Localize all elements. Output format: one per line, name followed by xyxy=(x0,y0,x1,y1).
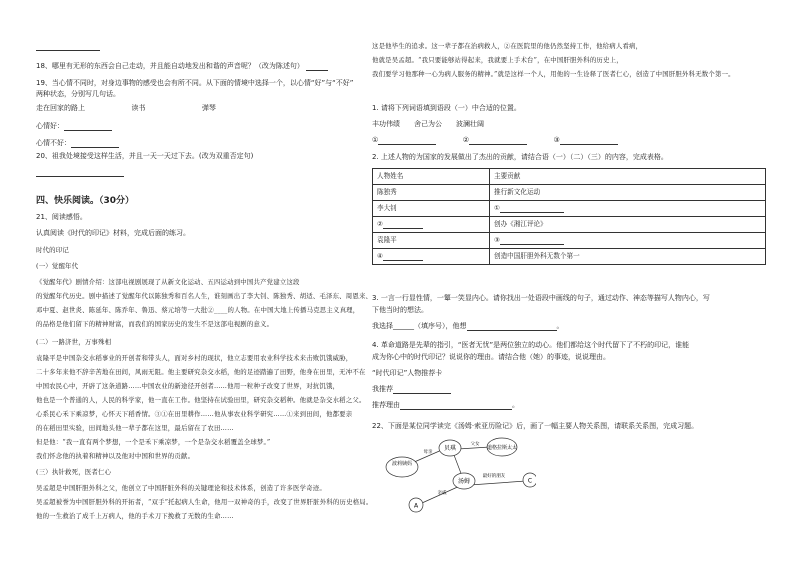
q4-recommend[interactable]: 我推荐 xyxy=(372,385,451,394)
character-relationship-diagram xyxy=(376,433,536,515)
q1-title: 1. 请将下列词语填到语段（一）中合适的位置。 xyxy=(372,104,521,112)
node-a-label: A xyxy=(413,502,419,510)
table-row: 李大钊 ① xyxy=(373,201,766,217)
link-becky-tom xyxy=(454,455,462,476)
section-4-title: 四、快乐阅读。（30分） xyxy=(36,196,135,206)
table-row: 袁隆平 ③ xyxy=(373,233,766,249)
article-continued: 他就是吴孟超。“我只要能够站得起来，我就要上手术台”，在中国肝胆外科的历史上， xyxy=(372,56,623,64)
option-read: 读书 xyxy=(131,104,146,112)
question-19-line1: 19、当心情不同时，对身边事物的感受也会有所不同。从下面的情境中选择一个，以心情“好”与“不好” xyxy=(36,79,354,87)
part3-line: 吴孟超是中国肝胆外科之父，他创立了中国肝脏外科的关键理论和技术体系，创造了许多医学奇迹。 xyxy=(36,484,326,492)
node-polly xyxy=(386,457,418,477)
top-answer-line[interactable] xyxy=(36,42,100,51)
part1-line: 邓中夏、赵世炎、陈延年、陈乔年、鲁迅、蔡元培等一大批②____的人物。在中国大地上传播马克思主义真理， xyxy=(36,306,360,314)
left-column xyxy=(36,0,376,562)
q2-title: 2. 上述人物的为国家的发展做出了杰出的贡献，请结合语（一）（二）（三）的内容，完成表格。 xyxy=(372,153,668,161)
q4-line1: 4. 革命道路是先辈的指引，“医者无忧”是两位独立的动心。他们都给这个时代留下了不朽的印记，谁能 xyxy=(372,341,690,349)
part2-line: 我们怀念他的执着和精神以及他对中国和世界的贡献。 xyxy=(36,452,195,460)
q4-line2: 成为你心中的时代印记？说说你的理由。请结合他（她）的事迹，说说理由。 xyxy=(372,353,610,361)
question-19-options xyxy=(36,104,216,113)
option-walk: 走在回家的路上 xyxy=(36,104,85,112)
part2-heading: (二）一路济世，万事殊相 xyxy=(36,338,112,346)
part3-heading: (三）执针救死，医者仁心 xyxy=(36,468,112,476)
link-label-best: 最好的朋友 xyxy=(482,474,506,479)
article-continued: 这是他毕生的追求。这一辈子都在治病救人，②在医院里的他仍然坚持工作，他给病人看病， xyxy=(372,42,643,50)
link-label-relative: 亲戚 xyxy=(437,491,447,496)
q4-card-title: “时代印记”人物推荐卡 xyxy=(372,369,443,377)
mood-bad[interactable]: 心情不好： xyxy=(36,139,119,148)
q4-reason[interactable]: 推荐理由 。 xyxy=(372,401,519,409)
part3-line: 吴孟超被誉为中国肝胆外科的开拓者，“双手”托起病人生命，他用一双神奇的手，改变了世界肝脏外科的历史格局。 xyxy=(36,498,373,506)
link-becky-douglas xyxy=(458,447,490,449)
right-column xyxy=(372,0,768,562)
q22-title: 22、下面是某位同学读完《汤姆·索亚历险记》后，画了一幅主要人物关系图，请联系关系图，完成习题。 xyxy=(372,422,699,430)
part2-line: 他也是一个普通的人，人民的科学家，他一直在工作。他坚持在试验田里，研究杂交稻种。他就是杂交水稻之父。 xyxy=(36,396,366,404)
part2-line: 心系民心禾下乘凉梦，心怀天下稻香情。③①在田里耕作……他从事农业科学研究……①来到田间，他都要亲 xyxy=(36,410,353,418)
q3-answer[interactable]: 我选择______（填序号），他想 。 xyxy=(372,322,564,330)
part2-line: 二十多年来他不辞辛苦地在田间，风雨无阻。他主要研究杂交水稻，他的足迹踏遍了田野，他身在田里，无冲不在 xyxy=(36,368,366,376)
q1-words: 丰功伟绩 舍己为公 波澜壮阔 xyxy=(372,120,484,128)
part1-heading: (一）觉醒年代 xyxy=(36,262,79,270)
link-label-parent: 父女 xyxy=(470,442,480,447)
part1-line: 的觉醒年代历史。剧中描述了觉醒年代以陈独秀和百名人生，谁刻画出了李大钊、陈独秀、胡适、毛泽东、周恩来、 xyxy=(36,292,373,300)
node-c-label: C xyxy=(527,477,533,485)
part2-line: 的在稻田里实验，田间地头他一辈子都在这里，最后留在了农田…… xyxy=(36,424,234,432)
question-21-intro: 认真阅读《时代的印记》材料，完成后面的练习。 xyxy=(36,229,190,237)
table-row: ④ 创造中国肝胆外科无数个第一 xyxy=(373,249,766,265)
question-21: 21、阅读感悟。 xyxy=(36,213,87,221)
node-becky-label: 贝琪 xyxy=(443,445,457,452)
table-row: 陈独秀 推行新文化运动 xyxy=(373,185,766,201)
article-continued: 我们要学习他那种一心为病人服务的精神。”就是这样一个人，用他的一生诠释了医者仁心，创造了中国肝胆外科无数个第一。 xyxy=(372,70,735,78)
article-title: 时代的印记 xyxy=(36,246,69,254)
q3-line1: 3. 一言一行显性情，一颦一笑显内心。请你找出一处语段中画线的句子，通过动作、神态等描写人物内心，写 xyxy=(372,294,710,302)
table-header-contribution: 主要贡献 xyxy=(490,169,766,185)
table-header-name: 人物姓名 xyxy=(373,169,490,185)
question-19-line2: 两种状态，分别写几句话。 xyxy=(36,90,120,98)
answer-line-20[interactable] xyxy=(36,168,124,177)
q3-line2: 下他当时的想法。 xyxy=(372,306,428,314)
contribution-table xyxy=(372,168,766,265)
question-18: 18、哪里有无形的东西会自己走动，并且能自动地发出和谐的声音呢？（改为陈述句） xyxy=(36,62,328,71)
node-douglas-label: 道格拉斯太太 xyxy=(486,445,518,451)
part1-line: 《觉醒年代》剧情介绍：这部电视剧展现了从新文化运动、五四运动到中国共产党建立这段 xyxy=(36,278,300,286)
node-tom-label: 汤姆 xyxy=(457,478,471,485)
part2-line: 但是他：“我一直有两个梦想，一个是禾下乘凉梦，一个是杂交水稻覆盖全球梦。” xyxy=(36,438,271,446)
part1-line: 的品格是他们留下的精神财富，而我们的国家历史的发生不是这部电视剧的意义。 xyxy=(36,320,274,328)
question-20: 20、祖我处境接受这样生活，并且一天一天过下去。(改为双重否定句) xyxy=(36,152,254,160)
part2-line: 袁隆平是中国杂交水稻事业的开创者和带头人，面对乡村的现状，他立志要用农业科学技术来击败饥饿威胁， xyxy=(36,354,353,362)
table-row: ② 创办《湘江评论》 xyxy=(373,217,766,233)
table-row xyxy=(373,169,766,185)
node-polly-label: 波莉姨妈 xyxy=(391,461,413,467)
q1-blanks[interactable]: ① ② ③ xyxy=(372,136,618,145)
part2-line: 中国农民心中，开辟了这条道路……中国农业的新途径开创者……他用一粒种子改变了世界，对抗饥饿， xyxy=(36,382,340,390)
mood-good[interactable]: 心情好： xyxy=(36,122,112,131)
link-tom-c xyxy=(470,481,526,485)
option-piano: 弹琴 xyxy=(201,104,216,112)
link-label-care: 母亲 xyxy=(423,450,433,455)
part3-line: 他的一生救治了成千上万病人，他的手术刀下挽救了无数的生命…… xyxy=(36,512,234,520)
